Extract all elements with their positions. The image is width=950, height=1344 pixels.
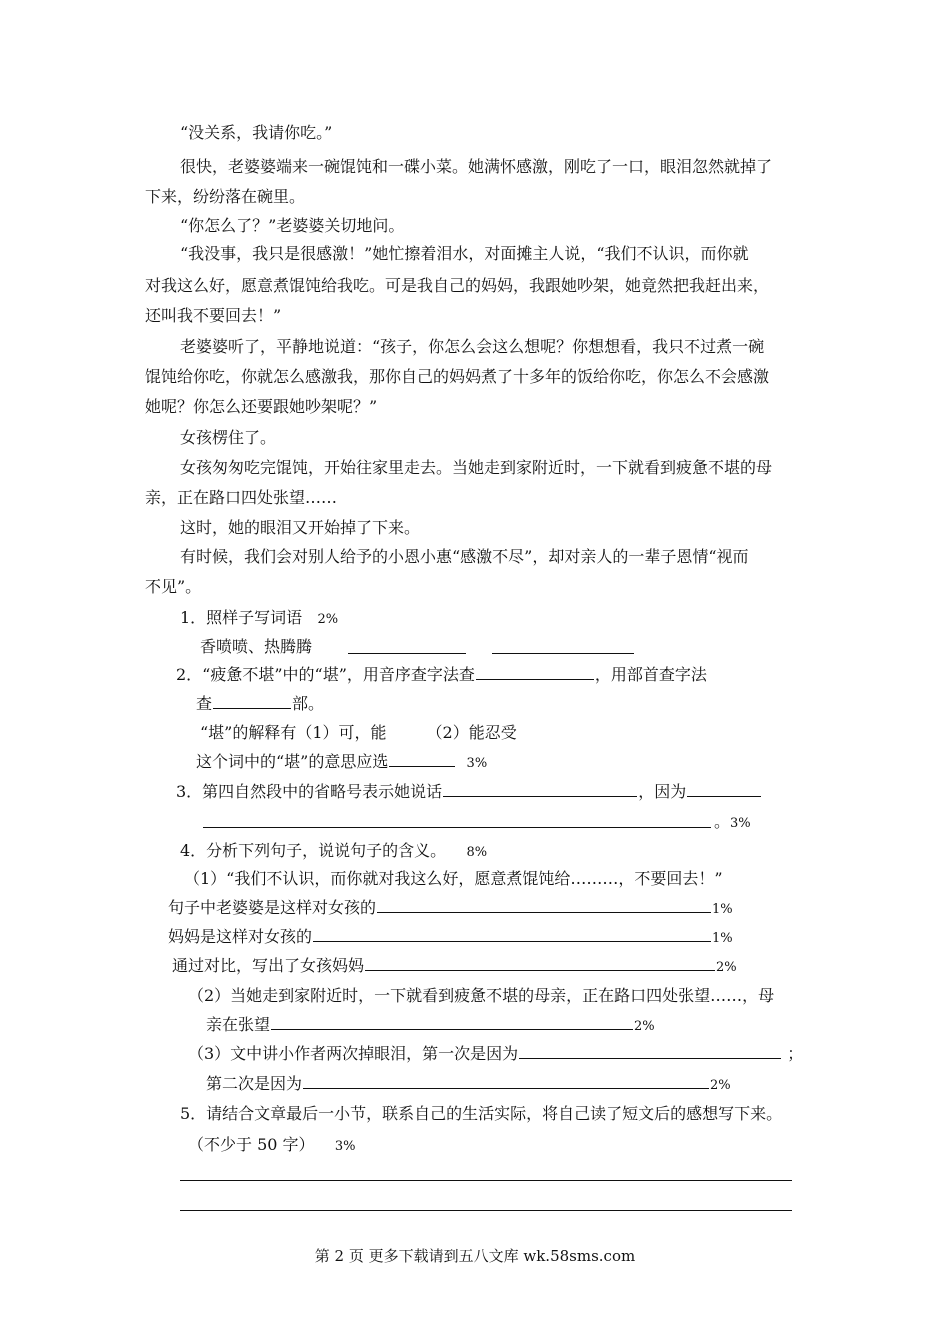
question-3-text: ，因为 bbox=[638, 782, 687, 801]
answer-blank[interactable] bbox=[476, 665, 594, 680]
question-4-text: 亲在张望 bbox=[206, 1015, 271, 1034]
question-4-text: （3）文中讲小作者两次掉眼泪，第一次是因为 bbox=[188, 1044, 519, 1063]
passage-line: 还叫我不要回去！” bbox=[145, 306, 282, 325]
question-4-text: 4．分析下列句子，说说句子的含义。 bbox=[180, 841, 447, 860]
question-4-score: 1% bbox=[712, 931, 733, 946]
answer-blank[interactable] bbox=[348, 653, 466, 654]
question-4-line bbox=[172, 955, 737, 979]
question-4-sub-2: （2）当她走到家附近时，一下就看到疲惫不堪的母亲，正在路口四处张望……，母 bbox=[188, 986, 775, 1005]
passage-line: 下来，纷纷落在碗里。 bbox=[145, 187, 306, 206]
question-5-line: 5．请结合文章最后一小节，联系自己的生活实际，将自己读了短文后的感想写下来。 bbox=[180, 1104, 783, 1123]
passage-line: 不见”。 bbox=[145, 577, 202, 596]
question-2-text: ，用部首查字法 bbox=[594, 665, 707, 684]
passage-line: 女孩楞住了。 bbox=[180, 428, 277, 447]
question-1-score: 2% bbox=[317, 612, 339, 627]
question-4-score: 1% bbox=[712, 902, 733, 917]
question-4-text: ； bbox=[787, 1044, 804, 1063]
question-4-score: 2% bbox=[716, 960, 737, 975]
question-4-text: 句子中老婆婆是这样对女孩的 bbox=[168, 898, 377, 917]
answer-blank[interactable] bbox=[303, 1074, 709, 1089]
answer-blank[interactable] bbox=[271, 1015, 633, 1030]
answer-blank[interactable] bbox=[519, 1044, 781, 1059]
question-4-line bbox=[206, 1014, 655, 1038]
passage-line: 馄饨给你吃，你就怎么感激我，那你自己的妈妈煮了十多年的饭给你吃，你怎么不会感激 bbox=[145, 367, 770, 386]
passage-line: “没关系，我请你吃。” bbox=[180, 123, 333, 142]
question-3-score: 3% bbox=[730, 816, 751, 831]
page-footer: 第 2 页 更多下载请到五八文库 wk.58sms.com bbox=[314, 1247, 636, 1265]
question-3-line bbox=[176, 781, 762, 803]
question-2-line bbox=[196, 751, 487, 775]
passage-line: “我没事，我只是很感激！”她忙擦着泪水，对面摊主人说，“我们不认识，而你就 bbox=[180, 244, 749, 263]
question-2-line: “堪”的解释有（1）可，能 （2）能忍受 bbox=[200, 723, 517, 742]
question-5-line bbox=[188, 1134, 356, 1158]
writing-line[interactable] bbox=[180, 1210, 792, 1211]
question-2-line bbox=[176, 664, 707, 686]
answer-blank[interactable] bbox=[203, 827, 711, 828]
answer-blank[interactable] bbox=[443, 782, 637, 797]
question-2-text: 2．“疲惫不堪”中的“堪”，用音序查字法查 bbox=[176, 665, 475, 684]
question-3-text: 。 bbox=[714, 812, 731, 831]
question-5-score: 3% bbox=[334, 1139, 356, 1154]
answer-blank[interactable] bbox=[365, 956, 715, 971]
passage-line: 亲，正在路口四处张望…… bbox=[145, 488, 338, 507]
answer-blank[interactable] bbox=[492, 653, 634, 654]
passage-line: 女孩匆匆吃完馄饨，开始往家里走去。当她走到家附近时，一下就看到疲惫不堪的母 bbox=[180, 458, 773, 477]
answer-blank[interactable] bbox=[377, 898, 711, 913]
passage-line: 这时，她的眼泪又开始掉了下来。 bbox=[180, 518, 421, 537]
question-1-example: 香喷喷、热腾腾 bbox=[200, 637, 313, 656]
question-4-text: 第二次是因为 bbox=[206, 1074, 303, 1093]
question-4-score: 2% bbox=[634, 1019, 655, 1034]
question-4-line bbox=[168, 897, 733, 921]
question-2-line bbox=[196, 693, 324, 715]
question-5-text: （不少于 50 字） bbox=[188, 1135, 315, 1154]
question-3-text: 3．第四自然段中的省略号表示她说话 bbox=[176, 782, 443, 801]
answer-blank[interactable] bbox=[313, 927, 711, 942]
passage-line: 有时候，我们会对别人给予的小恩小惠“感激不尽”，却对亲人的一辈子恩情“视而 bbox=[180, 547, 749, 566]
answer-blank[interactable] bbox=[213, 694, 291, 709]
answer-blank[interactable] bbox=[389, 752, 455, 767]
question-4-line bbox=[168, 926, 733, 950]
passage-line: 她呢？你怎么还要跟她吵架呢？” bbox=[145, 397, 378, 416]
question-4-title bbox=[180, 840, 487, 864]
question-2-score: 3% bbox=[466, 756, 488, 771]
question-2-text: 查 bbox=[196, 694, 213, 713]
passage-line: 对我这么好，愿意煮馄饨给我吃。可是我自己的妈妈，我跟她吵架，她竟然把我赶出来， bbox=[145, 276, 770, 295]
passage-line: 很快，老婆婆端来一碗馄饨和一碟小菜。她满怀感激，刚吃了一口，眼泪忽然就掉了 bbox=[180, 157, 773, 176]
answer-blank[interactable] bbox=[687, 782, 761, 797]
question-4-text: 通过对比，写出了女孩妈妈 bbox=[172, 956, 365, 975]
question-2-text: 部。 bbox=[292, 694, 325, 713]
passage-line: “你怎么了？”老婆婆关切地问。 bbox=[180, 216, 405, 235]
question-4-score: 2% bbox=[710, 1078, 731, 1093]
question-1-text: 1．照样子写词语 bbox=[180, 608, 303, 627]
question-3-end bbox=[714, 811, 751, 835]
question-4-sub-3 bbox=[188, 1043, 803, 1065]
question-4-line bbox=[206, 1073, 731, 1097]
question-4-sub-1: （1）“我们不认识，而你就对我这么好，愿意煮馄饨给………，不要回去！” bbox=[184, 869, 723, 888]
passage-line: 老婆婆听了，平静地说道：“孩子，你怎么会这么想呢？你想想看，我只不过煮一碗 bbox=[180, 337, 765, 356]
writing-line[interactable] bbox=[180, 1180, 792, 1181]
question-4-text: 妈妈是这样对女孩的 bbox=[168, 927, 313, 946]
question-1-title bbox=[180, 607, 338, 631]
question-4-score: 8% bbox=[466, 845, 488, 860]
question-2-text: 这个词中的“堪”的意思应选 bbox=[196, 752, 389, 771]
